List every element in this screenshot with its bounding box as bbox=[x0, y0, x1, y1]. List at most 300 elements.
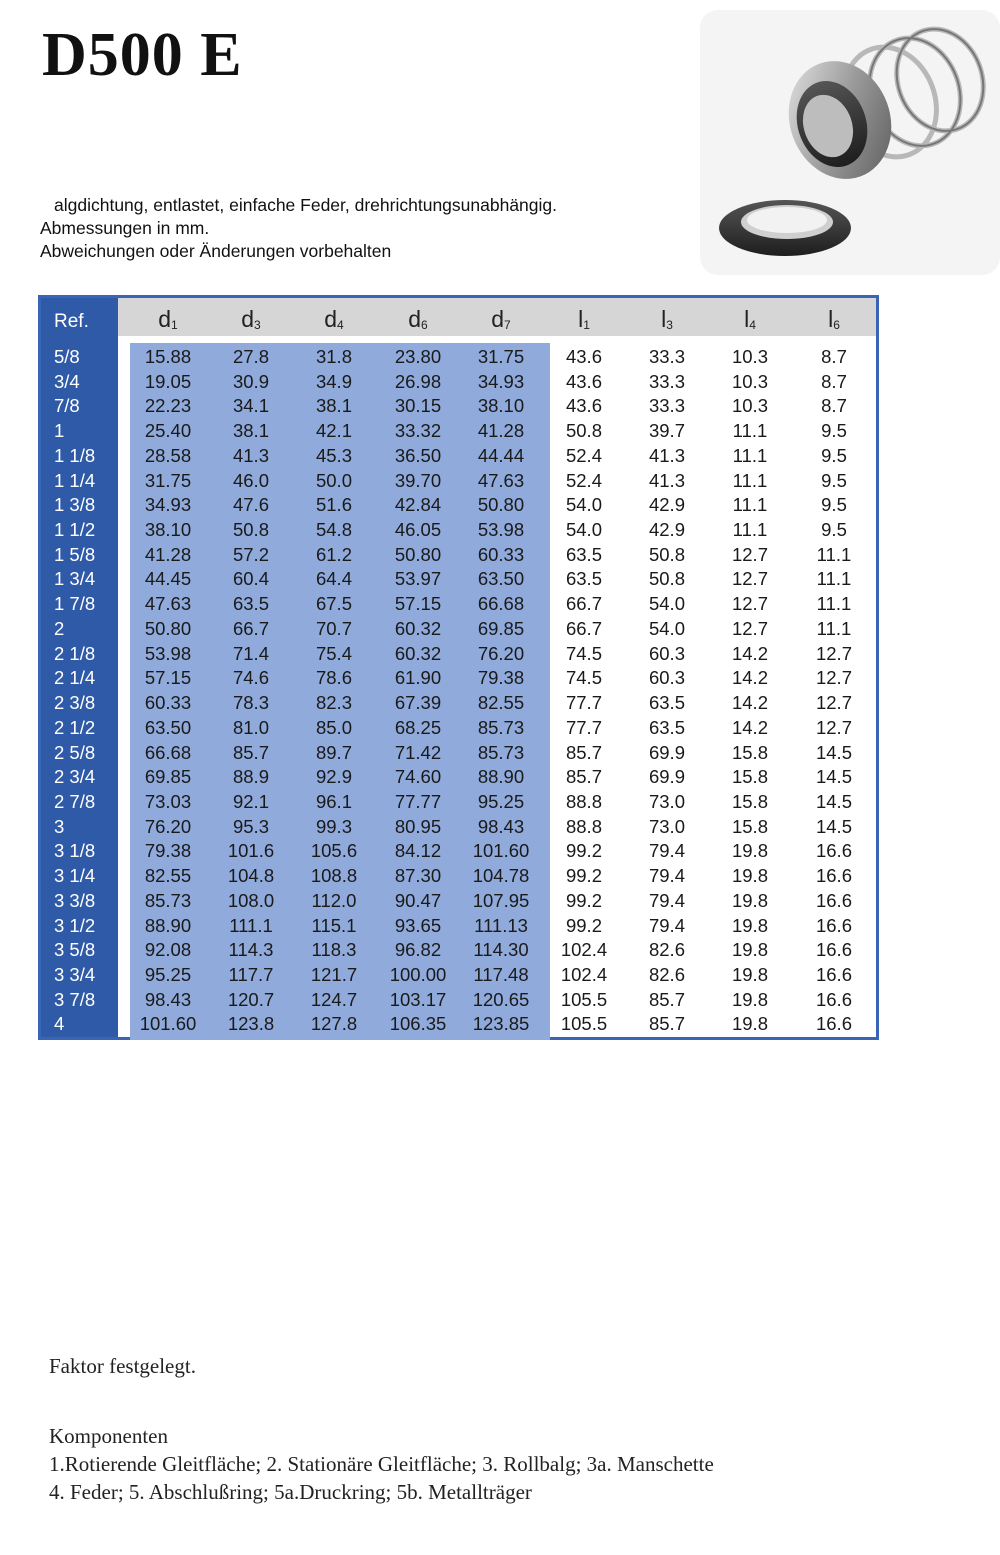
table-row bbox=[41, 370, 876, 395]
table-cell: 92.9 bbox=[315, 766, 352, 788]
table-cell: 10.3 bbox=[731, 370, 768, 392]
table-cell: 76.20 bbox=[144, 815, 192, 837]
table-cell: 85.7 bbox=[565, 741, 602, 763]
table-cell: 50.80 bbox=[144, 617, 192, 639]
table-cell: 84.12 bbox=[394, 840, 442, 862]
table-cell: 69.85 bbox=[477, 617, 525, 639]
ref-cell: 1 5/8 bbox=[54, 543, 96, 565]
table-cell: 73.03 bbox=[144, 790, 192, 812]
table-cell: 79.4 bbox=[648, 840, 685, 862]
table-cell: 63.5 bbox=[565, 568, 602, 590]
column-header-d1 bbox=[128, 298, 208, 336]
table-cell: 44.45 bbox=[144, 568, 192, 590]
table-cell: 66.68 bbox=[144, 741, 192, 763]
mechanical-seal-image bbox=[700, 10, 1000, 275]
table-cell: 9.5 bbox=[821, 444, 847, 466]
table-cell: 63.50 bbox=[144, 716, 192, 738]
column-header-l6 bbox=[794, 298, 874, 336]
table-cell: 64.4 bbox=[315, 568, 352, 590]
table-cell: 99.2 bbox=[565, 914, 602, 936]
table-cell: 57.15 bbox=[144, 667, 192, 689]
product-title: D500 E bbox=[42, 21, 243, 89]
table-cell: 34.93 bbox=[477, 370, 525, 392]
table-cell: 73.0 bbox=[648, 815, 685, 837]
table-cell: 42.9 bbox=[648, 494, 685, 516]
table-cell: 121.7 bbox=[310, 964, 358, 985]
table-cell: 10.3 bbox=[731, 395, 768, 417]
table-cell: 14.5 bbox=[815, 766, 852, 788]
column-header-subscript: 3 bbox=[254, 318, 261, 332]
ref-cell: 3 1/2 bbox=[54, 914, 96, 936]
ref-cell: 2 1/8 bbox=[54, 642, 96, 664]
table-cell: 111.13 bbox=[474, 914, 528, 936]
table-cell: 60.32 bbox=[394, 642, 442, 664]
table-cell: 51.6 bbox=[315, 494, 352, 516]
table-cell: 38.10 bbox=[477, 395, 525, 417]
ref-cell: 3 3/4 bbox=[54, 964, 96, 985]
table-row bbox=[41, 493, 876, 518]
components-line-1: 1.Rotierende Gleitfläche; 2. Stationäre Gleitfläche; 3. Rollbalg; 3a. Manschette bbox=[49, 1452, 714, 1476]
table-cell: 70.7 bbox=[315, 617, 352, 639]
table-cell: 117.48 bbox=[473, 964, 529, 985]
table-cell: 42.9 bbox=[648, 519, 685, 541]
ref-cell: 5/8 bbox=[54, 346, 80, 367]
table-cell: 44.44 bbox=[477, 444, 525, 466]
table-cell: 99.2 bbox=[565, 865, 602, 887]
table-cell: 12.7 bbox=[731, 617, 768, 639]
table-cell: 66.7 bbox=[232, 617, 269, 639]
table-cell: 75.4 bbox=[315, 642, 352, 664]
table-cell: 43.6 bbox=[565, 370, 602, 392]
table-cell: 108.0 bbox=[227, 889, 275, 911]
table-cell: 77.7 bbox=[565, 716, 602, 738]
table-cell: 63.5 bbox=[232, 593, 269, 615]
table-cell: 74.6 bbox=[232, 667, 269, 689]
column-header-symbol: d bbox=[324, 306, 338, 332]
table-cell: 33.3 bbox=[648, 346, 685, 367]
table-cell: 88.9 bbox=[232, 766, 269, 788]
table-cell: 11.1 bbox=[732, 420, 768, 442]
table-cell: 108.8 bbox=[310, 865, 358, 887]
table-cell: 16.6 bbox=[815, 939, 852, 961]
table-row bbox=[41, 345, 876, 370]
table-cell: 67.39 bbox=[394, 692, 442, 714]
table-cell: 57.2 bbox=[232, 543, 269, 565]
table-cell: 19.8 bbox=[731, 889, 768, 911]
table-cell: 19.8 bbox=[731, 840, 768, 862]
table-cell: 43.6 bbox=[565, 346, 602, 367]
product-photo bbox=[700, 10, 1000, 275]
column-header-symbol: d bbox=[408, 306, 422, 332]
table-cell: 19.8 bbox=[731, 914, 768, 936]
table-cell: 10.3 bbox=[731, 346, 768, 367]
ref-cell: 2 5/8 bbox=[54, 741, 96, 763]
table-cell: 33.3 bbox=[648, 395, 685, 417]
table-cell: 41.3 bbox=[648, 469, 685, 491]
table-cell: 63.5 bbox=[648, 692, 685, 714]
column-header-subscript: 4 bbox=[337, 318, 344, 332]
table-cell: 11.1 bbox=[816, 568, 852, 590]
table-cell: 69.85 bbox=[144, 766, 192, 788]
table-cell: 12.7 bbox=[731, 568, 768, 590]
table-cell: 106.35 bbox=[389, 1013, 447, 1035]
table-cell: 99.2 bbox=[565, 889, 602, 911]
column-header-symbol: l bbox=[578, 306, 584, 332]
table-row bbox=[41, 716, 876, 741]
table-cell: 16.6 bbox=[815, 1013, 852, 1035]
table-cell: 60.33 bbox=[477, 543, 525, 565]
table-cell: 19.05 bbox=[144, 370, 192, 392]
table-cell: 14.2 bbox=[731, 667, 768, 689]
table-cell: 50.8 bbox=[565, 420, 602, 442]
table-cell: 92.1 bbox=[232, 790, 269, 812]
table-cell: 34.1 bbox=[232, 395, 269, 417]
table-cell: 88.8 bbox=[565, 815, 602, 837]
table-cell: 8.7 bbox=[821, 395, 847, 417]
table-cell: 63.50 bbox=[477, 568, 525, 590]
table-cell: 54.0 bbox=[648, 593, 685, 615]
table-cell: 79.4 bbox=[648, 865, 685, 887]
table-row bbox=[41, 567, 876, 592]
table-cell: 16.6 bbox=[815, 964, 852, 985]
table-cell: 15.8 bbox=[731, 815, 768, 837]
table-row bbox=[41, 790, 876, 815]
table-cell: 8.7 bbox=[821, 346, 847, 367]
table-cell: 16.6 bbox=[815, 914, 852, 936]
ref-cell: 2 7/8 bbox=[54, 790, 96, 812]
table-cell: 124.7 bbox=[310, 988, 358, 1010]
table-cell: 60.3 bbox=[648, 642, 685, 664]
column-header-d3 bbox=[211, 298, 291, 336]
table-cell: 41.3 bbox=[648, 444, 685, 466]
ref-cell: 2 1/2 bbox=[54, 716, 96, 738]
description-line-2: Abmessungen in mm. bbox=[40, 218, 210, 238]
table-cell: 61.2 bbox=[315, 543, 352, 565]
table-cell: 15.88 bbox=[144, 346, 192, 367]
table-cell: 96.1 bbox=[315, 790, 352, 812]
table-row bbox=[41, 889, 876, 914]
table-cell: 9.5 bbox=[821, 420, 847, 442]
table-cell: 52.4 bbox=[565, 444, 602, 466]
table-cell: 105.6 bbox=[310, 840, 358, 862]
table-cell: 111.1 bbox=[229, 914, 273, 936]
table-cell: 103.17 bbox=[389, 988, 447, 1010]
column-header-symbol: l bbox=[828, 306, 834, 332]
column-header-l4 bbox=[710, 298, 790, 336]
table-row bbox=[41, 666, 876, 691]
column-header-subscript: 1 bbox=[583, 318, 590, 332]
table-cell: 12.7 bbox=[815, 692, 852, 714]
table-cell: 66.7 bbox=[565, 617, 602, 639]
table-cell: 15.8 bbox=[731, 766, 768, 788]
table-cell: 19.8 bbox=[731, 964, 768, 985]
ref-cell: 2 3/4 bbox=[54, 766, 96, 788]
table-cell: 12.7 bbox=[731, 593, 768, 615]
table-cell: 90.47 bbox=[394, 889, 442, 911]
table-cell: 105.5 bbox=[560, 1013, 608, 1035]
table-cell: 36.50 bbox=[394, 444, 442, 466]
table-cell: 99.3 bbox=[315, 815, 352, 837]
ref-cell: 3 3/8 bbox=[54, 889, 96, 911]
table-cell: 39.70 bbox=[394, 469, 442, 491]
table-row bbox=[41, 765, 876, 790]
table-cell: 19.8 bbox=[731, 988, 768, 1010]
table-cell: 47.63 bbox=[477, 469, 525, 491]
column-header-subscript: 6 bbox=[421, 318, 428, 332]
table-cell: 76.20 bbox=[477, 642, 525, 664]
table-row bbox=[41, 592, 876, 617]
table-cell: 61.90 bbox=[394, 667, 442, 689]
table-cell: 16.6 bbox=[815, 988, 852, 1010]
table-cell: 46.05 bbox=[394, 519, 442, 541]
table-cell: 67.5 bbox=[315, 593, 352, 615]
table-cell: 85.7 bbox=[648, 1013, 685, 1035]
table-cell: 30.9 bbox=[232, 370, 269, 392]
ref-cell: 1 7/8 bbox=[54, 593, 96, 615]
table-cell: 19.8 bbox=[731, 865, 768, 887]
table-row bbox=[41, 469, 876, 494]
table-cell: 38.10 bbox=[144, 519, 192, 541]
ref-cell: 1 1/4 bbox=[54, 469, 96, 491]
table-cell: 69.9 bbox=[648, 766, 685, 788]
ref-cell: 2 1/4 bbox=[54, 667, 96, 689]
table-cell: 52.4 bbox=[565, 469, 602, 491]
table-cell: 9.5 bbox=[821, 519, 847, 541]
table-cell: 11.1 bbox=[732, 469, 768, 491]
table-cell: 50.80 bbox=[477, 494, 525, 516]
table-cell: 54.0 bbox=[565, 494, 602, 516]
table-cell: 14.2 bbox=[731, 692, 768, 714]
table-cell: 46.0 bbox=[232, 469, 269, 491]
table-cell: 41.3 bbox=[232, 444, 269, 466]
table-cell: 31.75 bbox=[477, 346, 525, 367]
column-header-d7 bbox=[461, 298, 541, 336]
table-cell: 53.97 bbox=[394, 568, 442, 590]
table-cell: 118.3 bbox=[311, 939, 357, 961]
column-header-symbol: d bbox=[491, 306, 505, 332]
table-cell: 114.3 bbox=[228, 939, 274, 961]
table-row bbox=[41, 518, 876, 543]
table-cell: 98.43 bbox=[144, 988, 192, 1010]
table-cell: 31.75 bbox=[144, 469, 192, 491]
table-cell: 88.8 bbox=[565, 790, 602, 812]
ref-cell: 2 bbox=[54, 617, 65, 639]
table-cell: 81.0 bbox=[232, 716, 269, 738]
table-row bbox=[41, 741, 876, 766]
table-cell: 11.1 bbox=[732, 494, 768, 516]
table-cell: 42.1 bbox=[315, 420, 352, 442]
table-cell: 54.0 bbox=[648, 617, 685, 639]
table-cell: 41.28 bbox=[477, 420, 525, 442]
table-cell: 88.90 bbox=[477, 766, 525, 788]
table-cell: 78.3 bbox=[232, 692, 269, 714]
table-cell: 82.55 bbox=[144, 865, 192, 887]
ref-cell: 3 1/4 bbox=[54, 865, 96, 887]
table-cell: 14.2 bbox=[731, 716, 768, 738]
table-cell: 127.8 bbox=[310, 1013, 358, 1035]
table-cell: 85.7 bbox=[565, 766, 602, 788]
column-header-l1 bbox=[544, 298, 624, 336]
dimension-table bbox=[38, 295, 879, 1040]
table-cell: 82.6 bbox=[648, 939, 685, 961]
table-cell: 89.7 bbox=[315, 741, 352, 763]
ref-cell: 1 3/4 bbox=[54, 568, 96, 590]
table-cell: 11.1 bbox=[816, 593, 852, 615]
table-cell: 50.0 bbox=[315, 469, 352, 491]
table-cell: 38.1 bbox=[232, 420, 269, 442]
table-cell: 60.32 bbox=[394, 617, 442, 639]
table-cell: 31.8 bbox=[315, 346, 352, 367]
table-cell: 73.0 bbox=[648, 790, 685, 812]
table-cell: 11.1 bbox=[816, 543, 852, 565]
column-header-l3 bbox=[627, 298, 707, 336]
table-cell: 30.15 bbox=[394, 395, 442, 417]
table-cell: 41.28 bbox=[144, 543, 192, 565]
table-cell: 115.1 bbox=[311, 914, 357, 936]
ref-cell: 3 7/8 bbox=[54, 988, 96, 1010]
footer-note: Faktor festgelegt. bbox=[49, 1354, 196, 1378]
table-cell: 85.7 bbox=[232, 741, 269, 763]
table-cell: 43.6 bbox=[565, 395, 602, 417]
table-cell: 16.6 bbox=[815, 889, 852, 911]
table-cell: 102.4 bbox=[560, 939, 608, 961]
table-row bbox=[41, 839, 876, 864]
table-row bbox=[41, 938, 876, 963]
table-cell: 74.60 bbox=[394, 766, 442, 788]
table-cell: 45.3 bbox=[315, 444, 352, 466]
table-cell: 23.80 bbox=[394, 346, 442, 367]
table-cell: 87.30 bbox=[394, 865, 442, 887]
table-cell: 60.4 bbox=[232, 568, 269, 590]
table-cell: 14.5 bbox=[815, 815, 852, 837]
table-cell: 68.25 bbox=[394, 716, 442, 738]
table-cell: 95.3 bbox=[232, 815, 269, 837]
table-cell: 105.5 bbox=[560, 988, 608, 1010]
table-cell: 50.8 bbox=[648, 543, 685, 565]
column-header-symbol: d bbox=[158, 306, 172, 332]
table-cell: 85.73 bbox=[477, 741, 525, 763]
table-cell: 11.1 bbox=[732, 519, 768, 541]
table-row bbox=[41, 815, 876, 840]
table-cell: 74.5 bbox=[565, 667, 602, 689]
table-cell: 95.25 bbox=[144, 964, 192, 985]
table-cell: 11.1 bbox=[816, 617, 852, 639]
table-cell: 107.95 bbox=[472, 889, 530, 911]
column-header-subscript: 6 bbox=[833, 318, 840, 332]
table-cell: 9.5 bbox=[821, 469, 847, 491]
table-cell: 112.0 bbox=[311, 889, 357, 911]
table-cell: 26.98 bbox=[394, 370, 442, 392]
column-header-symbol: d bbox=[241, 306, 255, 332]
column-header-d6 bbox=[378, 298, 458, 336]
column-header-symbol: l bbox=[661, 306, 667, 332]
table-cell: 85.73 bbox=[144, 889, 192, 911]
table-cell: 53.98 bbox=[477, 519, 525, 541]
table-cell: 114.30 bbox=[473, 939, 529, 961]
table-cell: 77.7 bbox=[565, 692, 602, 714]
table-cell: 104.78 bbox=[472, 865, 530, 887]
table-row bbox=[41, 988, 876, 1013]
table-row bbox=[41, 419, 876, 444]
table-cell: 12.7 bbox=[815, 667, 852, 689]
table-cell: 99.2 bbox=[565, 840, 602, 862]
table-cell: 66.7 bbox=[565, 593, 602, 615]
table-cell: 78.6 bbox=[315, 667, 352, 689]
table-cell: 79.38 bbox=[477, 667, 525, 689]
table-row bbox=[41, 642, 876, 667]
table-cell: 28.58 bbox=[144, 444, 192, 466]
table-cell: 60.33 bbox=[144, 692, 192, 714]
table-cell: 12.7 bbox=[815, 642, 852, 664]
table-row bbox=[41, 864, 876, 889]
table-cell: 93.65 bbox=[394, 914, 442, 936]
table-cell: 120.65 bbox=[472, 988, 530, 1010]
table-cell: 88.90 bbox=[144, 914, 192, 936]
table-cell: 14.5 bbox=[815, 741, 852, 763]
ref-cell: 4 bbox=[54, 1013, 65, 1035]
description-block bbox=[40, 194, 557, 263]
table-cell: 82.6 bbox=[648, 964, 685, 985]
table-row bbox=[41, 691, 876, 716]
ref-cell: 3 bbox=[54, 815, 65, 837]
components-line-2: 4. Feder; 5. Abschlußring; 5a.Druckring; 5b. Metallträger bbox=[49, 1480, 532, 1504]
table-cell: 12.7 bbox=[731, 543, 768, 565]
table-cell: 95.25 bbox=[477, 790, 525, 812]
table-cell: 50.8 bbox=[232, 519, 269, 541]
table-cell: 60.3 bbox=[648, 667, 685, 689]
table-cell: 74.5 bbox=[565, 642, 602, 664]
table-cell: 54.0 bbox=[565, 519, 602, 541]
ref-cell: 1 bbox=[54, 420, 65, 442]
ref-cell: 3/4 bbox=[54, 370, 80, 392]
table-cell: 15.8 bbox=[731, 741, 768, 763]
description-line-1: algdichtung, entlastet, einfache Feder, drehrichtungsunabhängig. bbox=[54, 195, 557, 215]
table-cell: 101.60 bbox=[139, 1013, 197, 1035]
table-cell: 66.68 bbox=[477, 593, 525, 615]
column-header-symbol: l bbox=[744, 306, 750, 332]
table-cell: 79.4 bbox=[648, 889, 685, 911]
ref-cell: 1 1/2 bbox=[54, 519, 96, 541]
table-cell: 25.40 bbox=[144, 420, 192, 442]
column-header-subscript: 7 bbox=[504, 318, 511, 332]
table-cell: 12.7 bbox=[815, 716, 852, 738]
ref-cell: 1 1/8 bbox=[54, 444, 96, 466]
table-cell: 82.55 bbox=[477, 692, 525, 714]
table-cell: 79.4 bbox=[648, 914, 685, 936]
table-cell: 71.42 bbox=[394, 741, 442, 763]
ref-header: Ref. bbox=[54, 311, 89, 332]
table-cell: 85.0 bbox=[315, 716, 352, 738]
components-heading: Komponenten bbox=[49, 1424, 168, 1448]
table-cell: 38.1 bbox=[315, 395, 352, 417]
table-cell: 22.23 bbox=[144, 395, 192, 417]
table-cell: 101.6 bbox=[227, 840, 275, 862]
table-cell: 54.8 bbox=[315, 519, 352, 541]
table-cell: 102.4 bbox=[560, 964, 608, 985]
table-cell: 120.7 bbox=[227, 988, 275, 1010]
table-cell: 47.63 bbox=[144, 593, 192, 615]
table-cell: 9.5 bbox=[821, 494, 847, 516]
table-cell: 80.95 bbox=[394, 815, 442, 837]
table-row bbox=[41, 444, 876, 469]
table-cell: 47.6 bbox=[232, 494, 269, 516]
table-cell: 101.60 bbox=[472, 840, 530, 862]
ref-cell: 7/8 bbox=[54, 395, 80, 417]
table-cell: 63.5 bbox=[648, 716, 685, 738]
table-cell: 16.6 bbox=[815, 840, 852, 862]
table-cell: 63.5 bbox=[565, 543, 602, 565]
table-cell: 8.7 bbox=[821, 370, 847, 392]
